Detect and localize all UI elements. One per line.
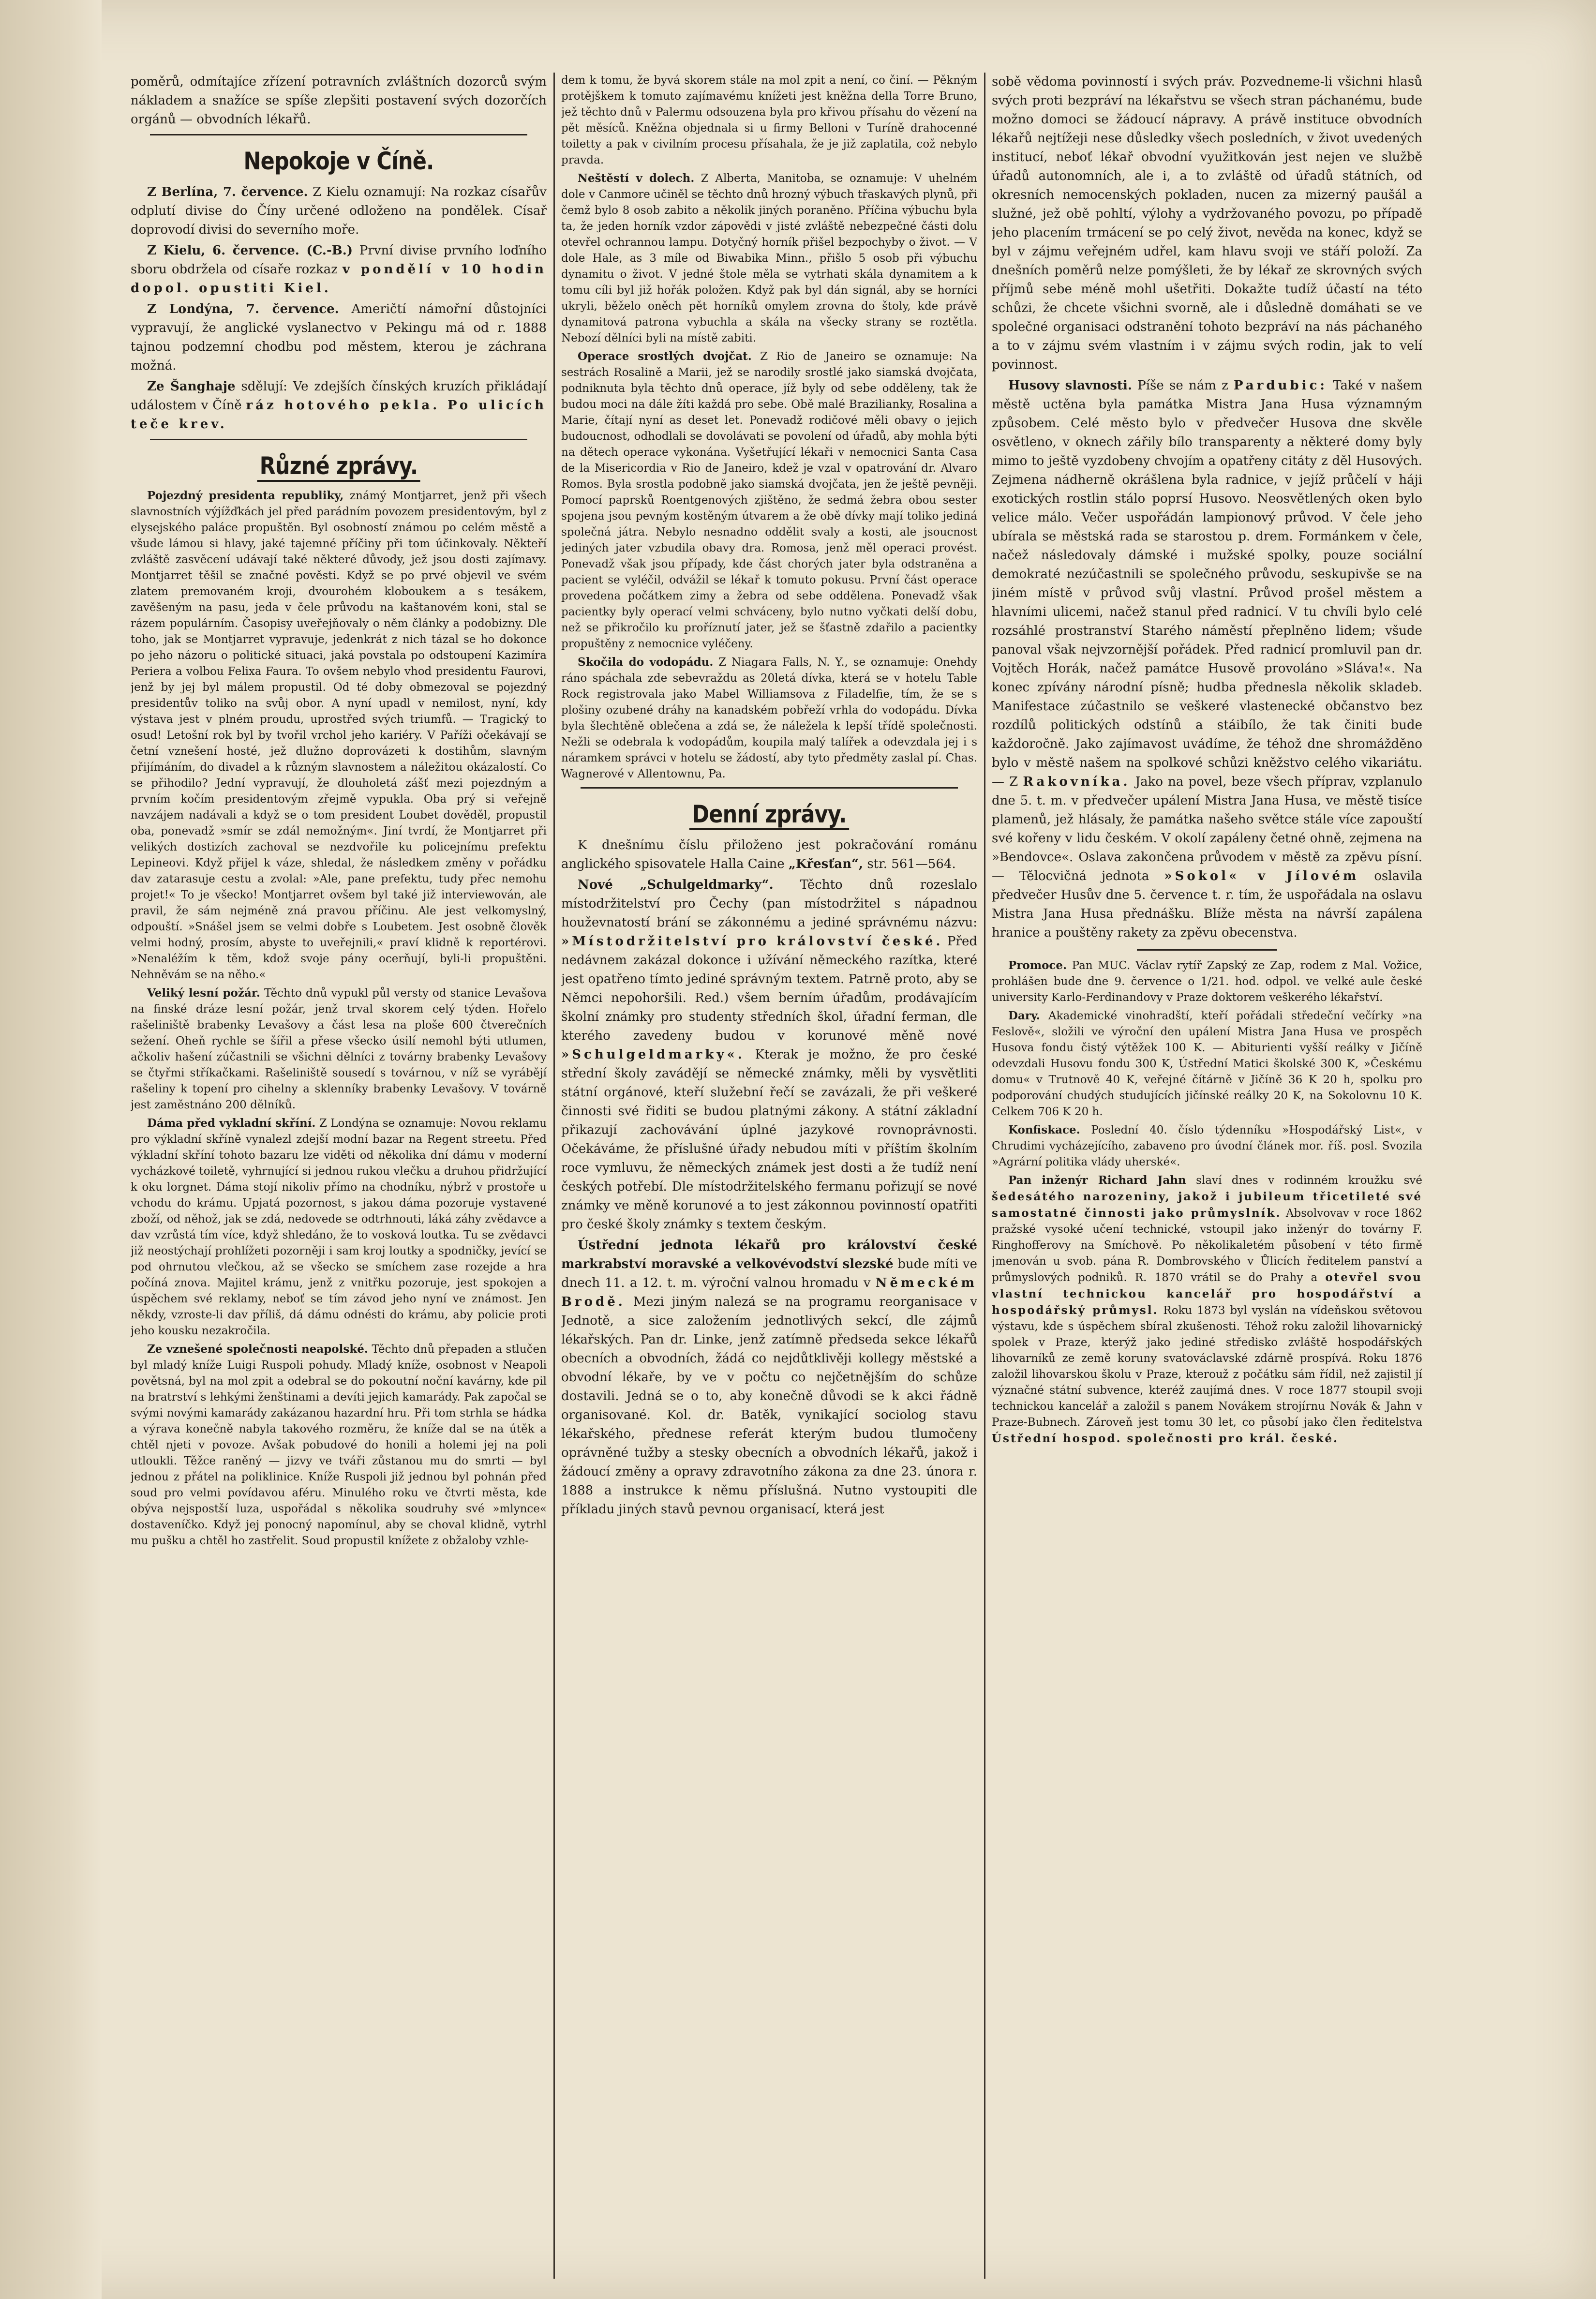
news-item xyxy=(561,170,977,346)
news-text: Akademické vinohradští, kteří pořádali středeční večírky »na Feslově«, složili ve výroční den upálení Mistra Jana Husa ve prospěch Husova fondu čistý výtěžek 100 K. — Abiturienti vyšší reálky v Jičíně odevzdali Husovu fondu 300 K, Ústřední Matici školské 300 K, »Českému domu« v Trutnově 40 K, veřejné čítárně v Jičíně 36 K 20 h, spolku pro podporování chudých studujících jičínské reálky 20 K, na Sokolovnu 10 K. Celkem 706 K 20 h. xyxy=(992,1010,1422,1118)
news-item xyxy=(561,654,977,782)
article-continuation: dem k tomu, že byvá skorem stále na mol zpit a není, co činí. — Pěkným protějškem k tomuto zajímavému knížeti jest kněžna della Torre Bruno, jež těchto dnů v Palermu odsouzena byla pro křivou přísahu do vězení na pět měsíců. Kněžna objednala si u firmy Belloni v Turíně drahocenné toiletty a pak v civilním procesu přísahala, že je již zaplatila, což nebylo pravda. xyxy=(561,74,977,166)
news-item xyxy=(992,1172,1422,1447)
emphasis-text: Rakovníka. xyxy=(1023,775,1131,789)
news-item xyxy=(131,377,547,434)
news-text: Těchto dnů rozeslalo místodržitelství pro Čechy (pan místodržitel s nápadnou houževnatostí brání se zákonnému a jediné správnému názvu: xyxy=(561,878,977,930)
emphasis-text: Ústřední hospod. společnosti pro král. české. xyxy=(992,1432,1339,1445)
emphasis-text: »Schulgeldmarky«. xyxy=(561,1047,745,1062)
news-item xyxy=(131,1115,547,1339)
item-title: Ústřední jednota lékařů pro království české markrabství moravské a velkovévodství slezské xyxy=(561,1238,977,1271)
dateline: Z Londýna, 7. července. xyxy=(147,302,339,316)
news-item xyxy=(131,300,547,375)
emphasis-text: »Sokol« v Jílovém xyxy=(1164,869,1359,883)
news-text: Z Alberta, Manitoba, se oznamuje: V uhelném dole v Canmore učiněl se těchto dnů hrozný výbuch třaskavých plynů, při čemž bylo 8 osob zabito a několik jiných poraněno. Příčina výbuchu byla ta, že jeden horník vzdor zápovědi v jisté zvláště nebezpečné části dolu otevřel ochrannou lampu. Dotyčný horník přišel bezpochyby o život. — V dole Hale, as 3 míle od Biwabika Minn., přišlo 5 osob při výbuchu dynamitu o život. V jedné štole měla se vytrhati skála dynamitem a k tomu cíli byl již hořák položen. Když pak byl dán signál, aby se horníci ukryli, běželo oněch pět horníků omylem zrovna do štoly, kde právě dynamitová patrona vybuchla a skála na všecky strany se roztětla. Nebozí dělníci byli na místě zabiti. xyxy=(561,172,977,344)
news-text: Poslední 40. číslo týdenníku »Hospodářský List«, v Chrudimi vycházejícího, zabaveno pro úvodní článek mor. říš. posl. Svozila »Agrární politika vlády uherské«. xyxy=(992,1124,1422,1168)
news-text: Těchto dnů přepaden a stlučen byl mladý kníže Luigi Ruspoli pohudy. Mladý kníže, osobnost v Neapoli povětsná, byl na mol zpit a odebral se do pokoutní noční kavárny, kde pil na bratrství s lehkými ženštinami a devíti jejich kamarády. Pak započal se svými novými kamarády zakázanou hazardní hru. Při tom strhla se hádka a výrava konečně nabyla takového rozměru, že kníže dal se na útěk a chtěl njeti v povoze. Avšak pobudové do honili a holemi jej na poli utloukli. Těžce raněný — jizvy ve tváři zůstanou mu do smrti — byl jednou z přátel na poliklinice. Kníže Ruspoli již jednou byl pohnán před soud pro velmi povídavou aféru. Minulého roku ve čtvrti města, kde obýva nejspostší luza, uspořádal s několika soudruhy své »mlynce« dostaveníčko. Když jej ponocný napomínul, aby se choval klidně, vytrhl mu pušku a chtěl ho zastřelit. Soud propustil knížete z obžaloby vzhle- xyxy=(131,1343,547,1547)
news-text: Pan MUC. Václav rytíř Zapský ze Zap, rodem z Mal. Vožice, prohlášen bude dne 9. července o 1/21. hod. odpol. ve velké aule české university Karlo-Ferdinandovy v Praze doktorem veškerého lékařství. xyxy=(992,959,1422,1004)
column-rule xyxy=(984,73,985,2279)
emphasis-text: v pondělí v 10 hodin dopol. opustiti Kiel. xyxy=(131,262,547,296)
news-text: bude míti ve dnech 11. a 12. t. m. výroční valnou hromadu v xyxy=(561,1257,977,1290)
news-item xyxy=(131,488,547,983)
section-heading xyxy=(590,799,948,829)
news-text: Kterak je možno, že pro české střední školy zavádějí se německé známky, měli by vysvětliti státní orgánové, kteří služební řečí se zavázali, že při veškeré činnosti své řiditi se budou platnými zákony. A státní základní přikazují zachovávání úplné jazykové rovnoprávnosti. Očekáváme, že příslušné úřady nebudou míti v příštím školním roce vymluvu, že německých známek jest dosti a že tudíž není českých potřebí. Dle místodržitelského fermanu pořizují se nové známky ve měně korunové a to jest zákonnou povinností opatřiti pro české školy známky s textem českým. xyxy=(561,1047,977,1232)
section-heading-text: Denní zprávy. xyxy=(689,800,849,830)
news-text: slaví dnes v rodinném kroužku své xyxy=(1196,1174,1422,1187)
item-title: Veliký lesní požár. xyxy=(147,986,260,1000)
news-item xyxy=(131,985,547,1113)
dateline: Z Kielu, 6. července. (C.-B.) xyxy=(147,243,353,258)
book-title: „Křesťan“, xyxy=(788,857,864,871)
news-text: str. 561—564. xyxy=(867,857,956,871)
emphasis-text: šedesátého narozeniny, jakož i jubileum třicetileté své samostatné činnosti jako průmyslník. xyxy=(992,1190,1422,1220)
item-title: Ze vznešené společnosti neapolské. xyxy=(147,1343,368,1356)
news-item xyxy=(561,348,977,652)
item-title: Promoce. xyxy=(1008,959,1067,972)
item-title: Nové „Schulgeldmarky“. xyxy=(578,878,774,892)
news-text: oslavila předvečer Husův dne 5. července t. r. tím, že uspořádala na oslavu Mistra Jana Husa přednášku. Blíže města na návrší zapálena hranice a pouštěny rakety za zpěvu obecenstva. xyxy=(992,869,1422,940)
divider xyxy=(1137,949,1277,951)
dateline: Z Berlína, 7. července. xyxy=(147,185,308,199)
emphasis-text: otevřel svou vlastní technickou kancelář pro hospodářství a hospodářský průmysl. xyxy=(992,1271,1422,1317)
news-text: známý Montjarret, jenž při všech slavnostních výjížďkách jel před parádním povozem presidentovým, byl z elysejského paláce propuštěn. Byl osobností známou po celém městě a všude lámou si hlavy, jaké tajemné příčiny při tom účinkovaly. Někteří zvláště zasvěcení udávají také některé důvody, jež jsou dosti zajímavy. Montjarret těšil se značné pověsti. Když se po prvé objevil ve svém zlatem premovaném kroji, dvourohém kloboukem a s tesákem, zavěšeným na pasu, jeda v čele průvodu na kaštanovém koni, stal se rázem populárním. Časopisy uveřejňovaly o něm články a podobizny. Dle toho, jak se Montjarret vypravuje, jedenkrát z nich tázal se ho dokonce po jeho názoru o politické situaci, jaká povstala po odstoupení Kazimíra Periera a volbou Felixa Faura. To ovšem nebylo vhod presidentu Faurovi, jenž by jej byl málem propustil. Od té doby obmezoval se pojezdný presidentův toliko na svůj obor. A nyní upadl v nemilost, nyní, kdy výstava jest v plném proudu, uprostřed svých triumfů. — Tragický to osud! Letošní rok byl by tvořil vrchol jeho kariéry. V Paříži očekávají se četní vznešení hosté, jež dlužno doprovázeti k dostihům, slavným přijímáním, do divadel a k různým slavnostem a náležitou okázalostí. Co se přihodilo? Jední vypravují, že dlouholetá zášť mezi pojezdným a prvním kočím presidentovým zřejmě vypukla. Oba prý si veřejně navzájem nadávali a když se o tom president Loubet dověděl, propustil oba, ponevadž »smír se zdál nemožným«. Jiní tvrdí, že Montjarret při velikých dostizích zachoval se nezdvořile ku policejnímu prefektu Lepineovi. Když přijel k váze, shledal, že následkem změny v pořádku dav zatarasuje cestu a zvolal: »Ale, pane prefektu, tudy přec nemohu projet!« To je všecko! Montjarret ovšem byl také již interviewován, ale pravil, že sám nejméně zná pravou příčinu. Ale jest velkomyslný, odpouští. »Snášel jsem se velmi dobře s Loubetem. Jest osobně člověk velmi hodný, prosím, abyste to uveřejnili,« praví klidně k reportérovi. »Nenaléžím k těm, kdož svoje pány ocerňují, byli-li propuštěni. Nehněvám se na něho.« xyxy=(131,490,547,981)
news-item xyxy=(131,1341,547,1549)
news-text: Také v našem městě uctěna byla památka Mistra Jana Husa významným způsobem. Celé město bylo v předvečer Husova dne skvěle osvětleno, v oknech zářily bílo transparenty a některé domy byly mimo to ještě vyzdobeny chvojím a opatřeny citáty z děl Husových. Zejmena nádherně okrášlena byla radnice, v jejíž průčelí v háji exotických rostlin stálo poprsí Husovo. Neosvětlených oken bylo velice málo. Večer uspořádán lampionový průvod. V čele jeho ubírala se městská rada se starostou p. drem. Formánkem v čele, načež následovaly dámské i mužské spolky, pouze sociální demokraté nezúčastnili se společného průvodu, seskupivše se na jiném místě v průvod svůj vlastní. Průvod prošel městem a hlavními ulicemi, načež stanul před radnicí. V tu chvíli bylo celé rozsáhlé prostranství Starého náměstí přeplněno lidem; všude panoval však nejvzornější pořádek. Před radnicí promluvil pan dr. Vojtěch Horák, načež památce Husově provoláno »Sláva!«. Na konec zpívány národní písně; hudba přednesla několik skladeb. Manifestace zúčastnilo se veškeré vlastenecké občanstvo bez rozdílů politických odstínů a stáibílo, že tak činiti bude každoročně. Jako zajímavost uvádíme, že téhož dne shromážděno bylo v městě našem na spolkové schůzi kněžstvo celého vikariátu. — Z xyxy=(992,378,1422,789)
news-text: sdělují: Ve zdejších čínských kruzích přikládají událostem v Číně xyxy=(131,379,547,413)
divider xyxy=(150,134,527,135)
column-2 xyxy=(561,73,977,2279)
section-heading: Nepokoje v Číně. xyxy=(243,147,434,175)
news-text: První divise prvního loďního sboru obdržela od císaře rozkaz xyxy=(131,243,547,277)
news-text: Z Niagara Falls, N. Y., se oznamuje: Onehdy ráno spáchala zde sebevraždu as 20letá dívka, která se v hotelu Table Rock registrovala jako Mabel Williamsova z Filadelfie, tím, že se s plošiny ozubené dráhy na kanadském pobřeží vrhla do vodopádu. Dívka byla šlechtěně oblečena a zdá se, že náležela k lepší třídě společnosti. Nežli se odebrala k vodopádům, koupila malý talířek a odevzdala jej i s náramkem správci v hotelu se žádostí, aby tyto předměty zaslal pí. Chas. Wagnerové v Allentownu, Pa. xyxy=(561,656,977,780)
news-text: Jako na povel, beze všech příprav, vzplanulo dne 5. t. m. v předvečer upálení Mistra Jana Husa, ve městě tisíce plamenů, jež hlásaly, že památka našeho světce stále více zapouští své kořeny v lidu českém. V okolí zapáleny četné ohně, zejmena na »Bendovce«. Oslava zakončena průvodem v městě za zpěvu písní. — Tělocvičná jednota xyxy=(992,775,1422,883)
item-title: Pojezdný presidenta republiky, xyxy=(147,489,344,502)
item-title: Pan inženýr Richard Jahn xyxy=(1008,1174,1186,1187)
emphasis-text: ráz hotového pekla. Po ulicích teče krev. xyxy=(131,398,547,432)
item-title: Skočila do vodopádu. xyxy=(578,656,714,669)
item-title: Neštěstí v dolech. xyxy=(578,172,695,185)
news-text: Před nedávnem zakázal dokonce i užívání německého razítka, které jest opatřeno tímto jediné správným textem. Patrně proto, aby se Němci nepohoršili. Red.) všem berním úřadům, prodávajícím školní známky pro studenty středních škol, úřadní ferman, dle kterého zavedeny budou v korunové měně nové xyxy=(561,934,977,1043)
news-item xyxy=(131,183,547,239)
item-title: Dáma před vykladní skříní. xyxy=(147,1117,316,1130)
news-item xyxy=(561,876,977,1234)
news-text: Z Kielu oznamují: Na rozkaz císařův odplutí divise do Číny určené odloženo na pondělek. Císař doprovodí divisi do severního moře. xyxy=(131,185,547,237)
dateline: Ze Šanghaje xyxy=(147,379,236,394)
emphasis-text: Pardubic: xyxy=(1234,378,1328,393)
news-item xyxy=(131,241,547,298)
item-title: Operace srostlých dvojčat. xyxy=(578,350,752,363)
news-text: Američtí námořní důstojníci vypravují, že anglické vyslanectvo v Pekingu má od r. 1888 tajnou podzemní chodbu pod městem, kterou je záchrana možná. xyxy=(131,302,547,373)
news-text: Absolvovav v roce 1862 pražské vysoké učení technické, vstoupil jako inženýr do továrny F. Ringhofferovy na Smíchově. Po několikaletém působení v této firmě jmenován u svob. pána R. Dombrovského v Ůlicích ředitelem panství a průmyslových podniků. R. 1870 vrátil se do Prahy a xyxy=(992,1207,1422,1284)
emphasis-text: »Místodržitelství pro království české. xyxy=(561,934,943,949)
news-item xyxy=(992,957,1422,1006)
news-item xyxy=(992,1008,1422,1120)
emphasis-text: Německém Brodě. xyxy=(561,1276,977,1309)
column-rule xyxy=(553,73,555,2279)
divider xyxy=(581,787,958,789)
news-item xyxy=(561,1236,977,1519)
news-text: Mezi jiným nalezá se na programu reorganisace v Jednotě, a sice založením jednotlivých sekcí, dle zájmů lékařských. Pan dr. Linke, jenž zatímně předseda sekce lékařů obecních a obvodních, žádá co nejdůtklivěji kollegy městské a obvodní lékaře, by ve v počtu co nejčetnějším do schůze dostavili. Jedná se o to, aby konečně důvodi se k akci řádně organisované. Kol. dr. Batěk, vynikající sociolog stavu lékařského, přednese referát kterým budou tlumočeny oprávněné tužby a stesky obecních a obvodních lékařů, jakož i žádoucí změny a opravy zdravotního zákona za dne 23. února r. 1888 a instrukce k němu příslušná. Nutno vystoupiti dle příkladu jiných stavů pevnou organisací, která jest xyxy=(561,1295,977,1517)
column-1 xyxy=(131,73,547,2279)
column-3 xyxy=(992,73,1422,2279)
news-text: K dnešnímu číslu přiloženo jest pokračování románu anglického spisovatele Halla Caine xyxy=(561,838,977,871)
news-text: Z Londýna se oznamuje: Novou reklamu pro výkladní skříně vynalezl zdejší modní bazar na Regent streetu. Před výkladní skříní tohoto bazaru lze viděti od několika dní dámu v moderní vycházkové toiletě, vyhrnující si jednou rukou vlečku a druhou přidržující k oku lorgnet. Dáma stojí nikoliv přímo na chodníku, nýbrž v prostoře u vchodu do krámu. Upjatá pozornost, s jakou dáma pozoruje vystavené zboží, od něhož, jak se zdá, nedovede se odtrhnouti, láká záhy zvědavce a dav vzrůstá tím více, když shledáno, že to vosková loutka. Tu se zvědavci již neostýchají prohlížeti pozorněji i sam kroj loutky a spodničky, jevící se pod ohrnutou vlečkou, až se všecko se smíchem zase rozejde a hra počíná znova. Majitel krámu, jenž z vnitřku pozoruje, jest spokojen a úspěchem své reklamy, neboť se tím závod jeho nyní ve známost. Jen někdy, vzroste-li dav příliš, dá dámu odnésti do krámu, aby policie proti jeho kousku nezakročila. xyxy=(131,1117,547,1337)
news-text: Píše se nám z xyxy=(1137,378,1228,393)
paper-margin xyxy=(0,0,102,2299)
section-heading xyxy=(160,451,518,481)
news-item xyxy=(992,1122,1422,1170)
item-title: Husovy slavnosti. xyxy=(1008,378,1132,393)
news-text: Roku 1873 byl vyslán na vídeňskou světovou výstavu, kde s úspěchem sbíral zkušenosti. Téhož roku založil lihovarnický spolek v Praze, kterýž jako jediné středisko zvláště hospodářských lihovarníků ze země koruny svatováclavské zdárně prospívá. Roku 1876 založil lihovarskou školu v Praze, kterouž z počátku sám řídil, než zajistil jí význačné státní subvence, kteréž zaujímá dnes. V roce 1877 stoupil svoji technickou kancelář a založil s panem Novákem strojírnu Novák & Jahn v Praze-Bubnech. Zároveň jest tomu 30 let, co působí jako člen ředitelstva xyxy=(992,1304,1422,1429)
article-continuation: poměrů, odmítajíce zřízení potravních zvláštních dozorců svým nákladem a snažíce se spíše zlepšiti postavení svých dozorčích orgánů — obvodních lékařů. xyxy=(131,75,547,127)
divider xyxy=(150,439,527,440)
article-continuation: sobě vědoma povinností i svých práv. Pozvedneme-li všichni hlasů svých proti bezpráví na lékařstvu se všech stran páchanému, bude možno domoci se žádoucí nápravy. A právě instituce obvodních lékařů nejtížeji nese důsledky všech posledních, v život uvedených institucí, neboť lékař obvodní využitkován jest nejen ve službě úřadů autonomních, ale i, a to zvláště od úřadů státních, od okresních nemocenských pokladen, nucen za mizerný paušál a služné, jež obě pohltí, výlohy a vydržovaného povozu, po případě jeho placením trmácení se po celý život, nevěda na konec, když se byl v zájmu veřejném udřel, kam hlavu svoji ve stáří položí. Za dnešních poměrů nelze pomýšleti, že by lékař ze skrovných svých příjmů sebe méně mohl ušetřiti. Dokažte tudíž účastí na této schůzi, že chcete všichni svorně, ale i důsledně domáhati se ve společné organisaci odstranění tohoto bezpráví na nás páchaného a to v zájmu svém vlastním i v zájmu svých rodin, jak to velí povinnost. xyxy=(992,75,1422,372)
item-title: Konfiskace. xyxy=(1008,1123,1080,1136)
news-item xyxy=(561,836,977,874)
item-title: Dary. xyxy=(1008,1009,1040,1022)
section-heading-text: Různé zprávy. xyxy=(257,452,420,482)
news-text: Těchto dnů vypukl půl versty od stanice Levašova na finské dráze lesní požár, jenž trval skorem celý týden. Hořelo rašeliniště brabenky Levašovy a část lesa na ploše 600 čtverečních sežení. Oheň rychle se šířil a přese všecko úsilí nemohl býti utlumen, ačkoliv hašení zúčastnili se všichni dělníci z továrny brabenky Levašovy se čtyřmi stříkačkami. Rašeliniště sousedí s továrnou, v níž se vyrábějí rašeliny k topení pro cihelny a sklenníky brabenky Levašovy. V továrně jest zaměstnáno 200 dělníků. xyxy=(131,987,547,1111)
news-item xyxy=(992,376,1422,942)
news-text: Z Rio de Janeiro se oznamuje: Na sestrách Rosalině a Marii, jež se narodily srostlé jako siamská dvojčata, podniknuta byla těchto dnů operace, jíž byly od sebe odděleny, tak že budou moci na dále žíti každá pro sebe. Obě malé Brazilianky, Rosalina a Marie, čítají nyní as deset let. Ponevadž rodičové měli obavy o jejich budoucnost, odhodlali se dovolávati se povolení od úřadů, aby mohla býti na dětech operace vykonána. Vyšetřující lékaři v nemocnici Santa Casa de la Misericordia v Rio de Janeiro, kdež je vzal v opatrování dr. Alvaro Romos. Byla srostla podobně jako siamská dvojčata, jen že ještě pevněji. Pomocí paprsků Roentgenových zjištěno, že sedmá žebra obou sester spojena jsou pevným kostěným útvarem a že obě dívky mají toliko jediná společná játra. Nebylo nesnadno oddělit svaly a kosti, ale jsoucnost jediných jater vzbudila obavy dra. Romosa, jenž měl operaci provést. Ponevadž však jsou případy, kde část chorých jater byla odstraněna a pacient se vyléčil, odvážil se lékař k tomuto pokusu. První část operace provedena počátkem zimy a žebra od sebe oddělena. Ponevadž však pacientky byly operací velmi schváceny, bylo nutno vyčkati delší dobu, než se přikročilo ku proříznutí jater, jež se šťastně zdařilo a pacientky propuštěny z nemocnice vyléčeny. xyxy=(561,350,977,650)
